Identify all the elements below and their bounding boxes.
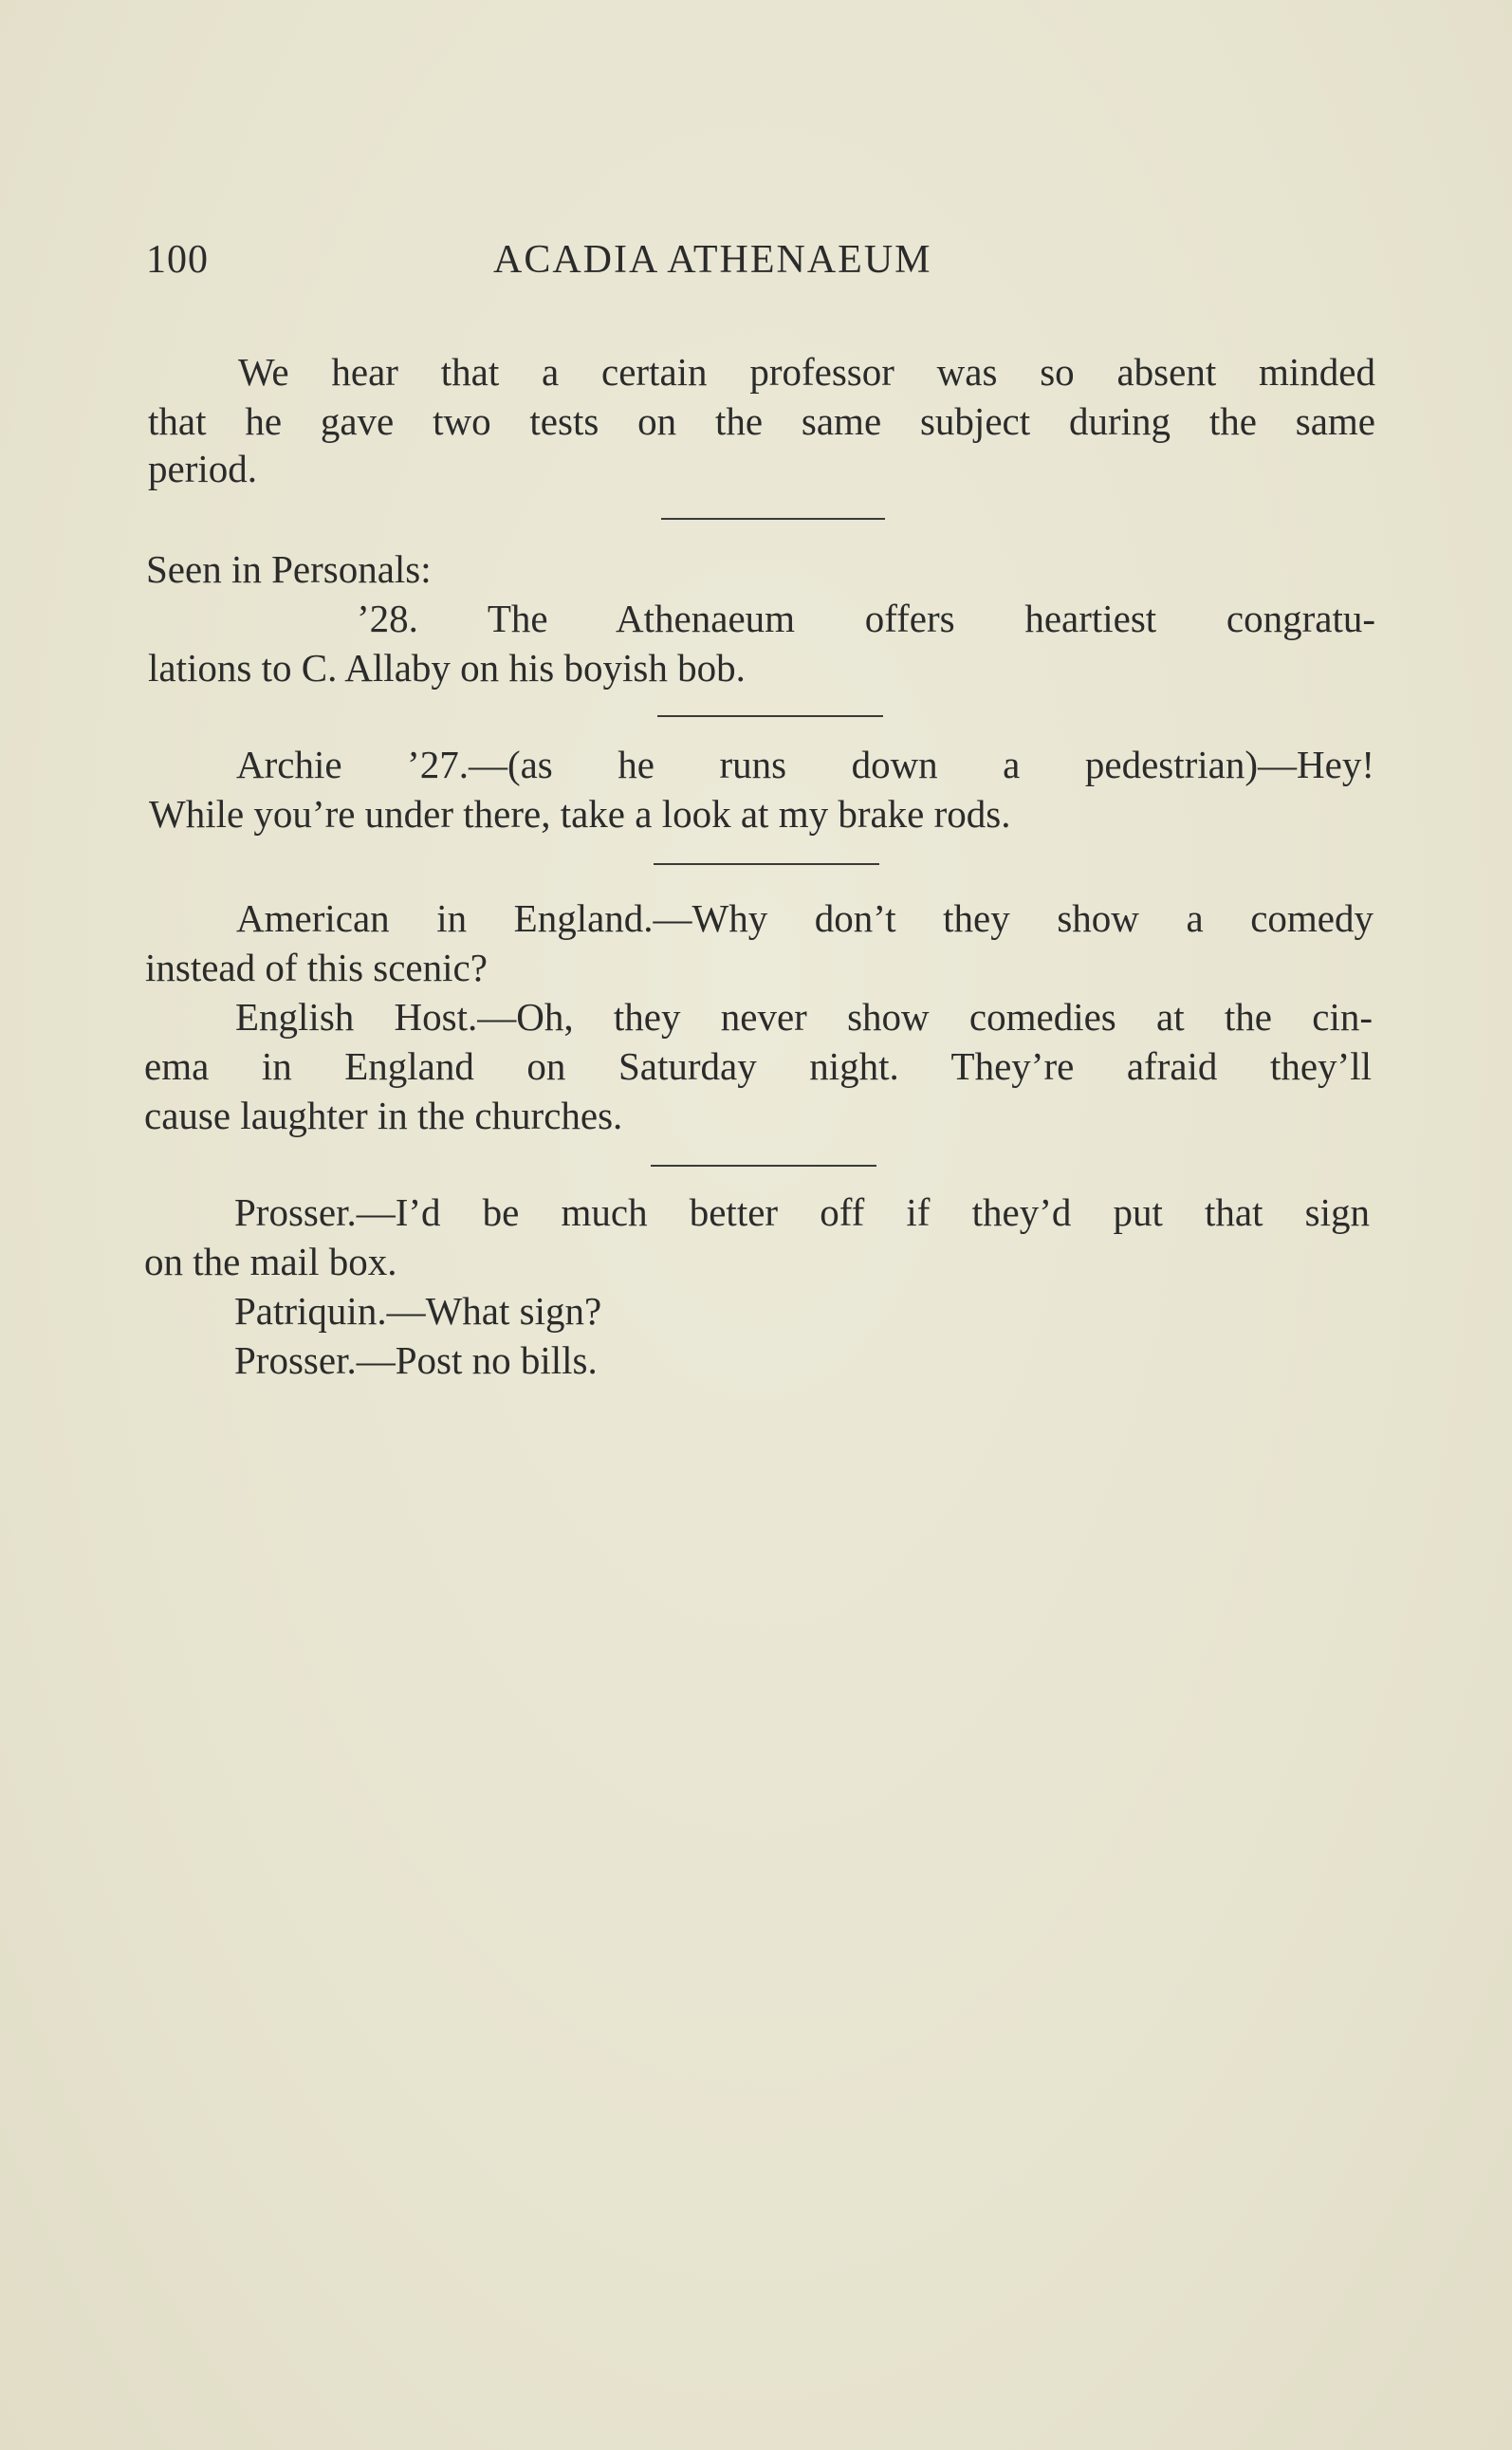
text-line: on the mail box. [144,1240,397,1283]
text-line: Prosser.—I’d be much better off if they’d put that sign [234,1190,1370,1234]
text-line: that he gave two tests on the same subject during the same [148,399,1375,443]
text-line: ema in England on Saturday night. They’re afraid they’ll [144,1044,1372,1088]
text-line: cause laughter in the churches. [144,1094,623,1137]
text-line: American in England.—Why don’t they show a comedy [236,896,1374,940]
text-line: Seen in Personals: [146,547,432,591]
text-line: While you’re under there, take a look at my brake rods. [149,792,1011,836]
text-line: Prosser.—Post no bills. [234,1338,598,1382]
text-line: Patriquin.—What sign? [234,1289,602,1333]
text-line: period. [148,447,257,490]
section-divider [661,518,885,520]
section-divider [654,863,879,865]
text-line: ’28. The Athenaeum offers heartiest congratu- [357,597,1375,640]
text-line: instead of this scenic? [145,946,488,989]
running-title: ACADIA ATHENAEUM [493,238,932,282]
text-line: lations to C. Allaby on his boyish bob. [148,646,746,690]
page-header [146,237,1379,294]
section-divider [651,1165,876,1167]
text-line: English Host.—Oh, they never show comedies at the cin- [235,995,1373,1039]
page-number: 100 [146,238,209,282]
section-divider [657,715,883,717]
text-line: Archie ’27.—(as he runs down a pedestrian)—Hey! [236,743,1374,786]
text-line: We hear that a certain professor was so absent minded [238,350,1375,394]
